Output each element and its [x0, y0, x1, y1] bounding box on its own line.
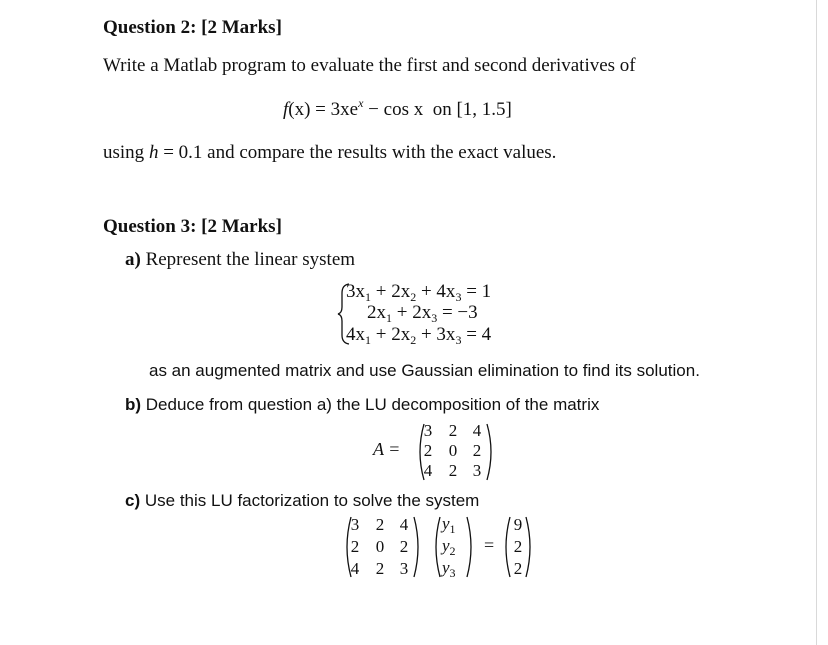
- system-equation-3: $4x_1 + 2x_2 + 3x_3 = 4$: [346, 324, 492, 347]
- question-2-text: Write a Matlab program to evaluate the first and second derivatives of: [103, 55, 636, 76]
- matrix-a-cell: 4: [472, 421, 482, 440]
- question-2-heading: Question 2: [2 Marks]: [103, 17, 282, 38]
- part-c-line: [125, 491, 479, 511]
- step-size-sentence: [103, 142, 556, 164]
- part-c-text: Use this LU factorization to solve the system: [144, 491, 480, 510]
- rhs-vector-cell: 2: [513, 559, 523, 578]
- function-name: f: [283, 99, 289, 120]
- coef-matrix-cell: 2: [375, 559, 385, 578]
- matrix-a-cell: 3: [423, 421, 433, 440]
- unknown-vector-right-paren: [465, 516, 477, 578]
- part-a-label: a): [125, 249, 141, 270]
- matrix-a-label: A =: [373, 439, 401, 459]
- part-b-label: b): [125, 395, 142, 414]
- matrix-a-cell: 2: [472, 441, 482, 460]
- function-equation: [283, 96, 512, 121]
- part-b-line: [125, 395, 599, 415]
- part-b-text: Deduce from question a) the LU decomposition of the matrix: [145, 395, 600, 414]
- part-a-line: [125, 249, 355, 271]
- function-rest: − cos x: [363, 99, 424, 120]
- system-equation-2: $2x_1 + 2x_3 = -3$: [367, 302, 478, 325]
- step-equals: =: [158, 142, 179, 163]
- matrix-a-cell: 0: [448, 441, 458, 460]
- unknown-vector-cell: $y_3$: [442, 558, 456, 580]
- system-equation-1: $3x_1 + 2x_2 + 4x_3 = 1$: [346, 281, 492, 304]
- question-3-heading: Question 3: [2 Marks]: [103, 216, 282, 237]
- part-c-label: c): [125, 491, 141, 510]
- function-exponent: x: [358, 96, 364, 110]
- system-equals-sign: =: [484, 535, 495, 555]
- part-a-text: Represent the linear system: [145, 249, 356, 270]
- coef-matrix-cell: 2: [399, 537, 409, 556]
- coef-matrix-cell: 3: [399, 559, 409, 578]
- unknown-vector-left-paren: [430, 516, 442, 578]
- step-value: 0.1 and compare the results with the exact values.: [178, 142, 557, 163]
- coef-matrix-cell: 0: [375, 537, 385, 556]
- coef-matrix-cell: 3: [350, 515, 360, 534]
- page-border: [816, 0, 817, 645]
- matrix-a-cell: 2: [448, 461, 458, 480]
- step-variable: h: [148, 142, 159, 163]
- unknown-vector-cell: $y_2$: [442, 536, 456, 558]
- matrix-a-cell: 4: [423, 461, 433, 480]
- coef-matrix-cell: 4: [399, 515, 409, 534]
- unknown-vector-cell: $y_1$: [442, 514, 456, 536]
- coef-matrix-cell: 2: [375, 515, 385, 534]
- matrix-a-cell: 2: [448, 421, 458, 440]
- part-a-after-text: as an augmented matrix and use Gaussian elimination to find its solution.: [149, 361, 700, 380]
- using-prefix: using: [103, 142, 149, 163]
- matrix-a-cell: 3: [472, 461, 482, 480]
- rhs-vector-cell: 9: [513, 515, 523, 534]
- coef-matrix-cell: 2: [350, 537, 360, 556]
- function-interval: on [1, 1.5]: [432, 99, 512, 120]
- function-body: (x) = 3xe: [288, 99, 359, 120]
- rhs-vector-cell: 2: [513, 537, 523, 556]
- matrix-a-cell: 2: [423, 441, 433, 460]
- coef-matrix-cell: 4: [350, 559, 360, 578]
